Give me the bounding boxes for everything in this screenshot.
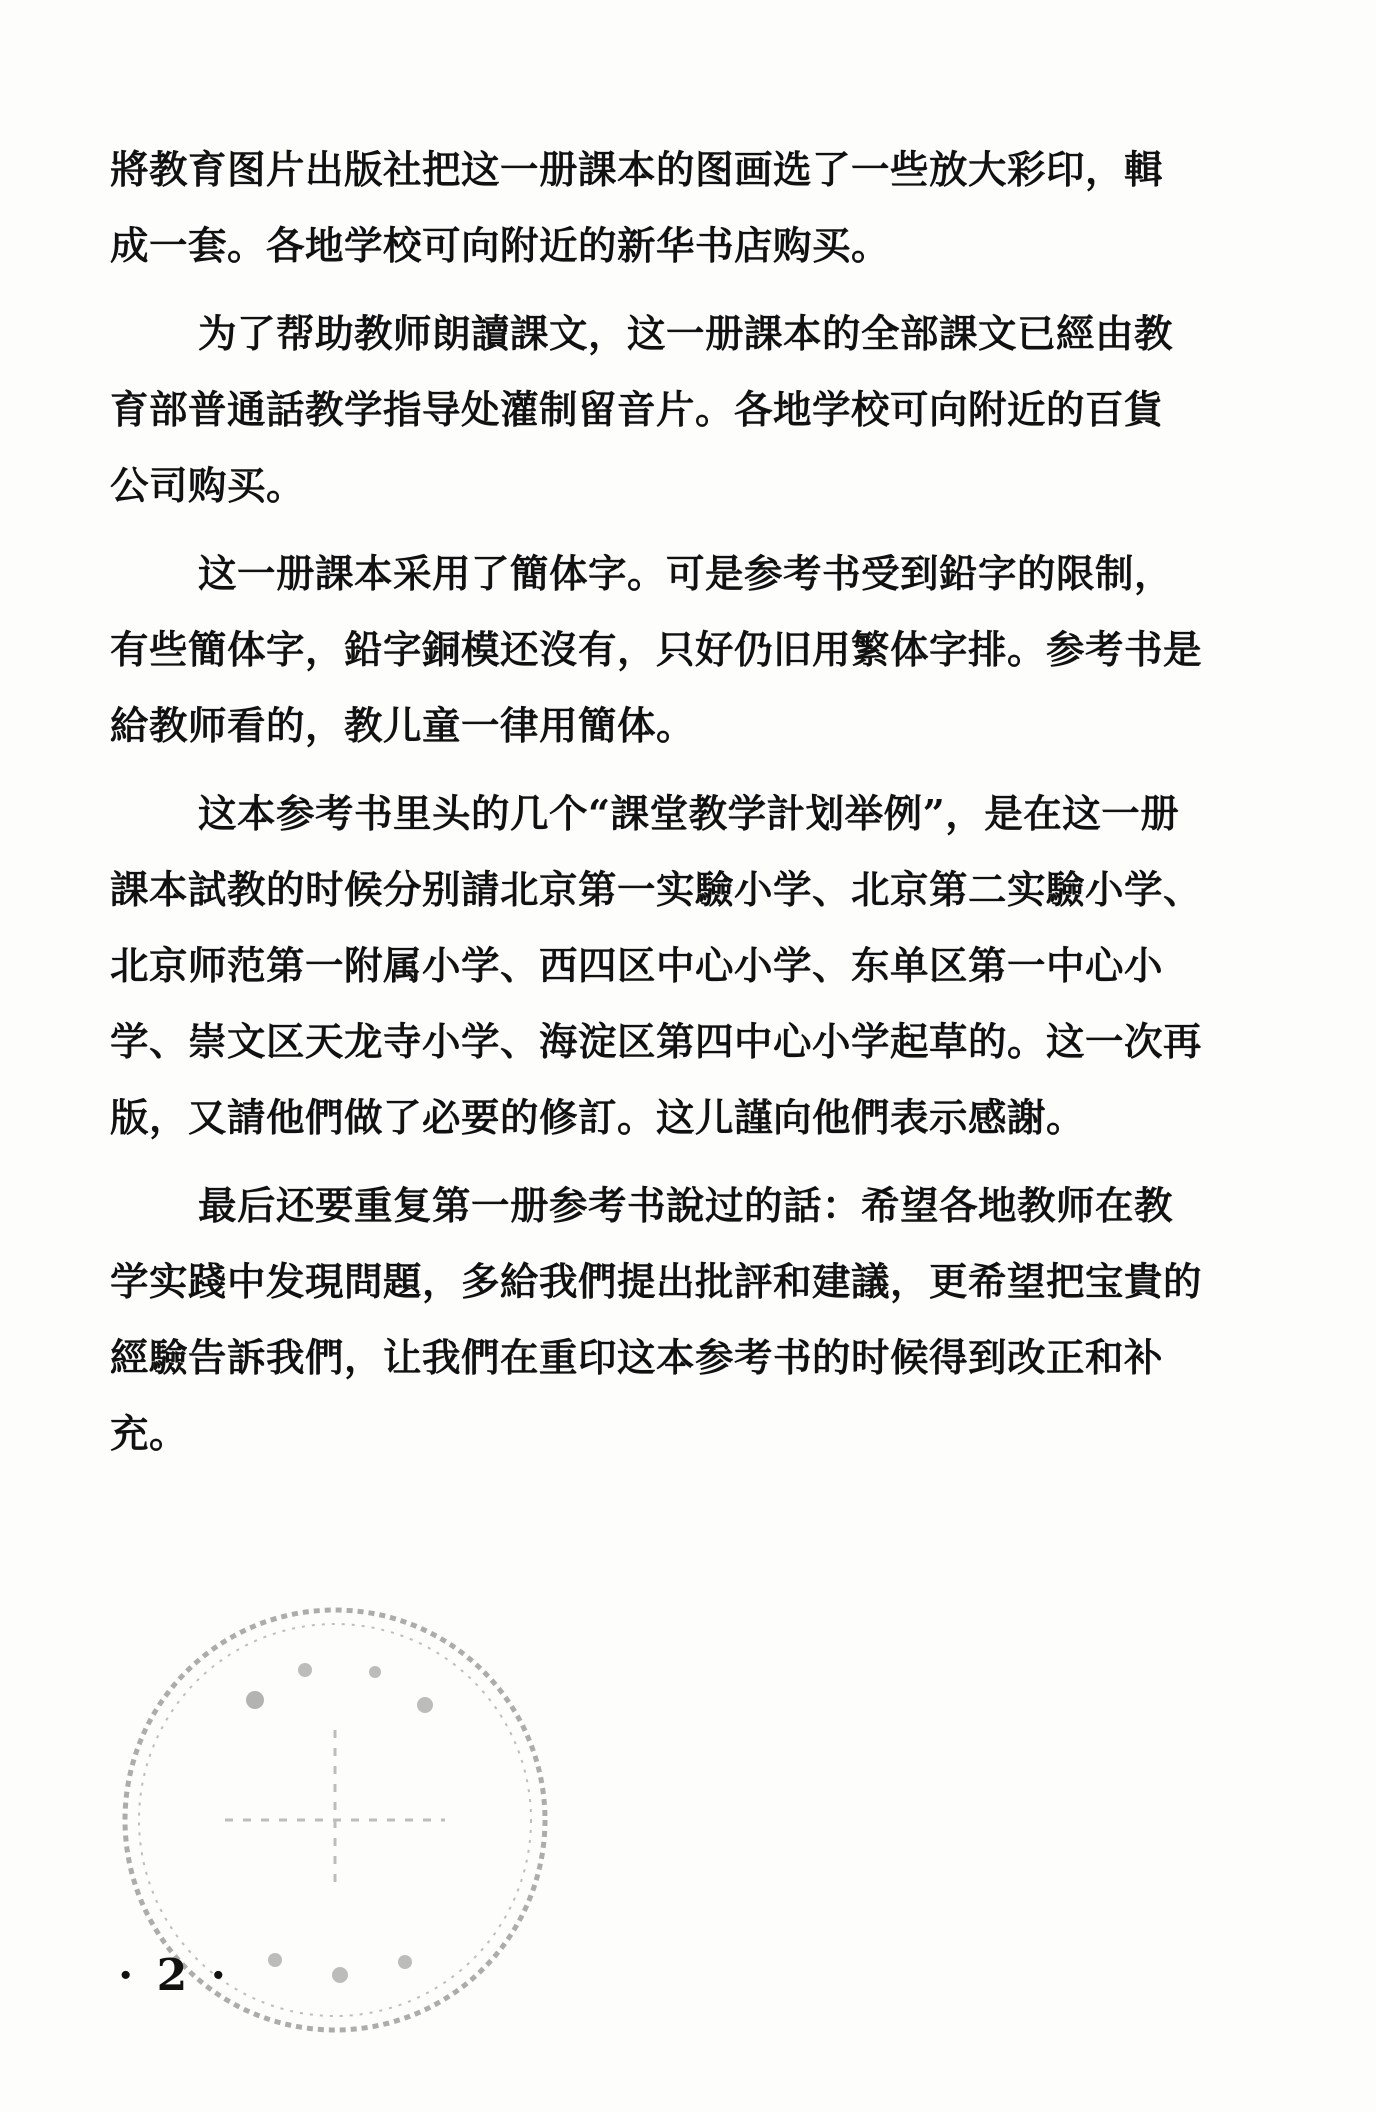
text-line: 这一册課本采用了簡体字。可是参考书受到鉛字的限制， [198,552,1174,597]
paragraph [110,297,1270,525]
text-line: 北京师范第一附属小学、西四区中心小学、东单区第一中心小 [110,944,1164,989]
paragraph [110,1169,1270,1473]
text-line: 版，又請他們做了必要的修訂。这儿謹向他們表示感謝。 [110,1096,1086,1141]
text-line: 育部普通話教学指导处灌制留音片。各地学校可向附近的百貨 [110,388,1164,433]
paragraph [110,537,1270,765]
text-line: 学、崇文区天龙寺小学、海淀区第四中心小学起草的。这一次再 [110,1020,1203,1065]
text-line: 經驗告訴我們，让我們在重印这本参考书的时候得到改正和补 [110,1336,1164,1381]
text-line: 公司购买。 [110,464,306,509]
text-line: 学实踐中发現問題，多給我們提出批評和建議，更希望把宝貴的 [110,1260,1203,1305]
text-line: 給教师看的，教儿童一律用簡体。 [110,704,696,749]
text-line: 有些簡体字，鉛字銅模还沒有，只好仍旧用繁体字排。参考书是 [110,628,1203,673]
text-line: 課本試教的时候分别請北京第一实驗小学、北京第二实驗小学、 [110,868,1203,913]
text-line: 这本参考书里头的几个“課堂教学計划举例”，是在这一册 [198,792,1180,837]
text-line: 成一套。各地学校可向附近的新华书店购买。 [110,224,891,269]
body-text [110,133,1270,1473]
paragraph [110,133,1270,285]
paragraph [110,777,1270,1157]
text-line: 最后还要重复第一册参考书說过的話：希望各地教师在教 [198,1184,1174,1229]
page-number: · 2 · [118,1950,230,2001]
text-line: 为了帮助教师朗讀課文，这一册課本的全部課文已經由教 [198,312,1174,357]
text-line: 將教育图片出版社把这一册課本的图画选了一些放大彩印，輯 [110,148,1164,193]
text-line: 充。 [110,1412,189,1457]
